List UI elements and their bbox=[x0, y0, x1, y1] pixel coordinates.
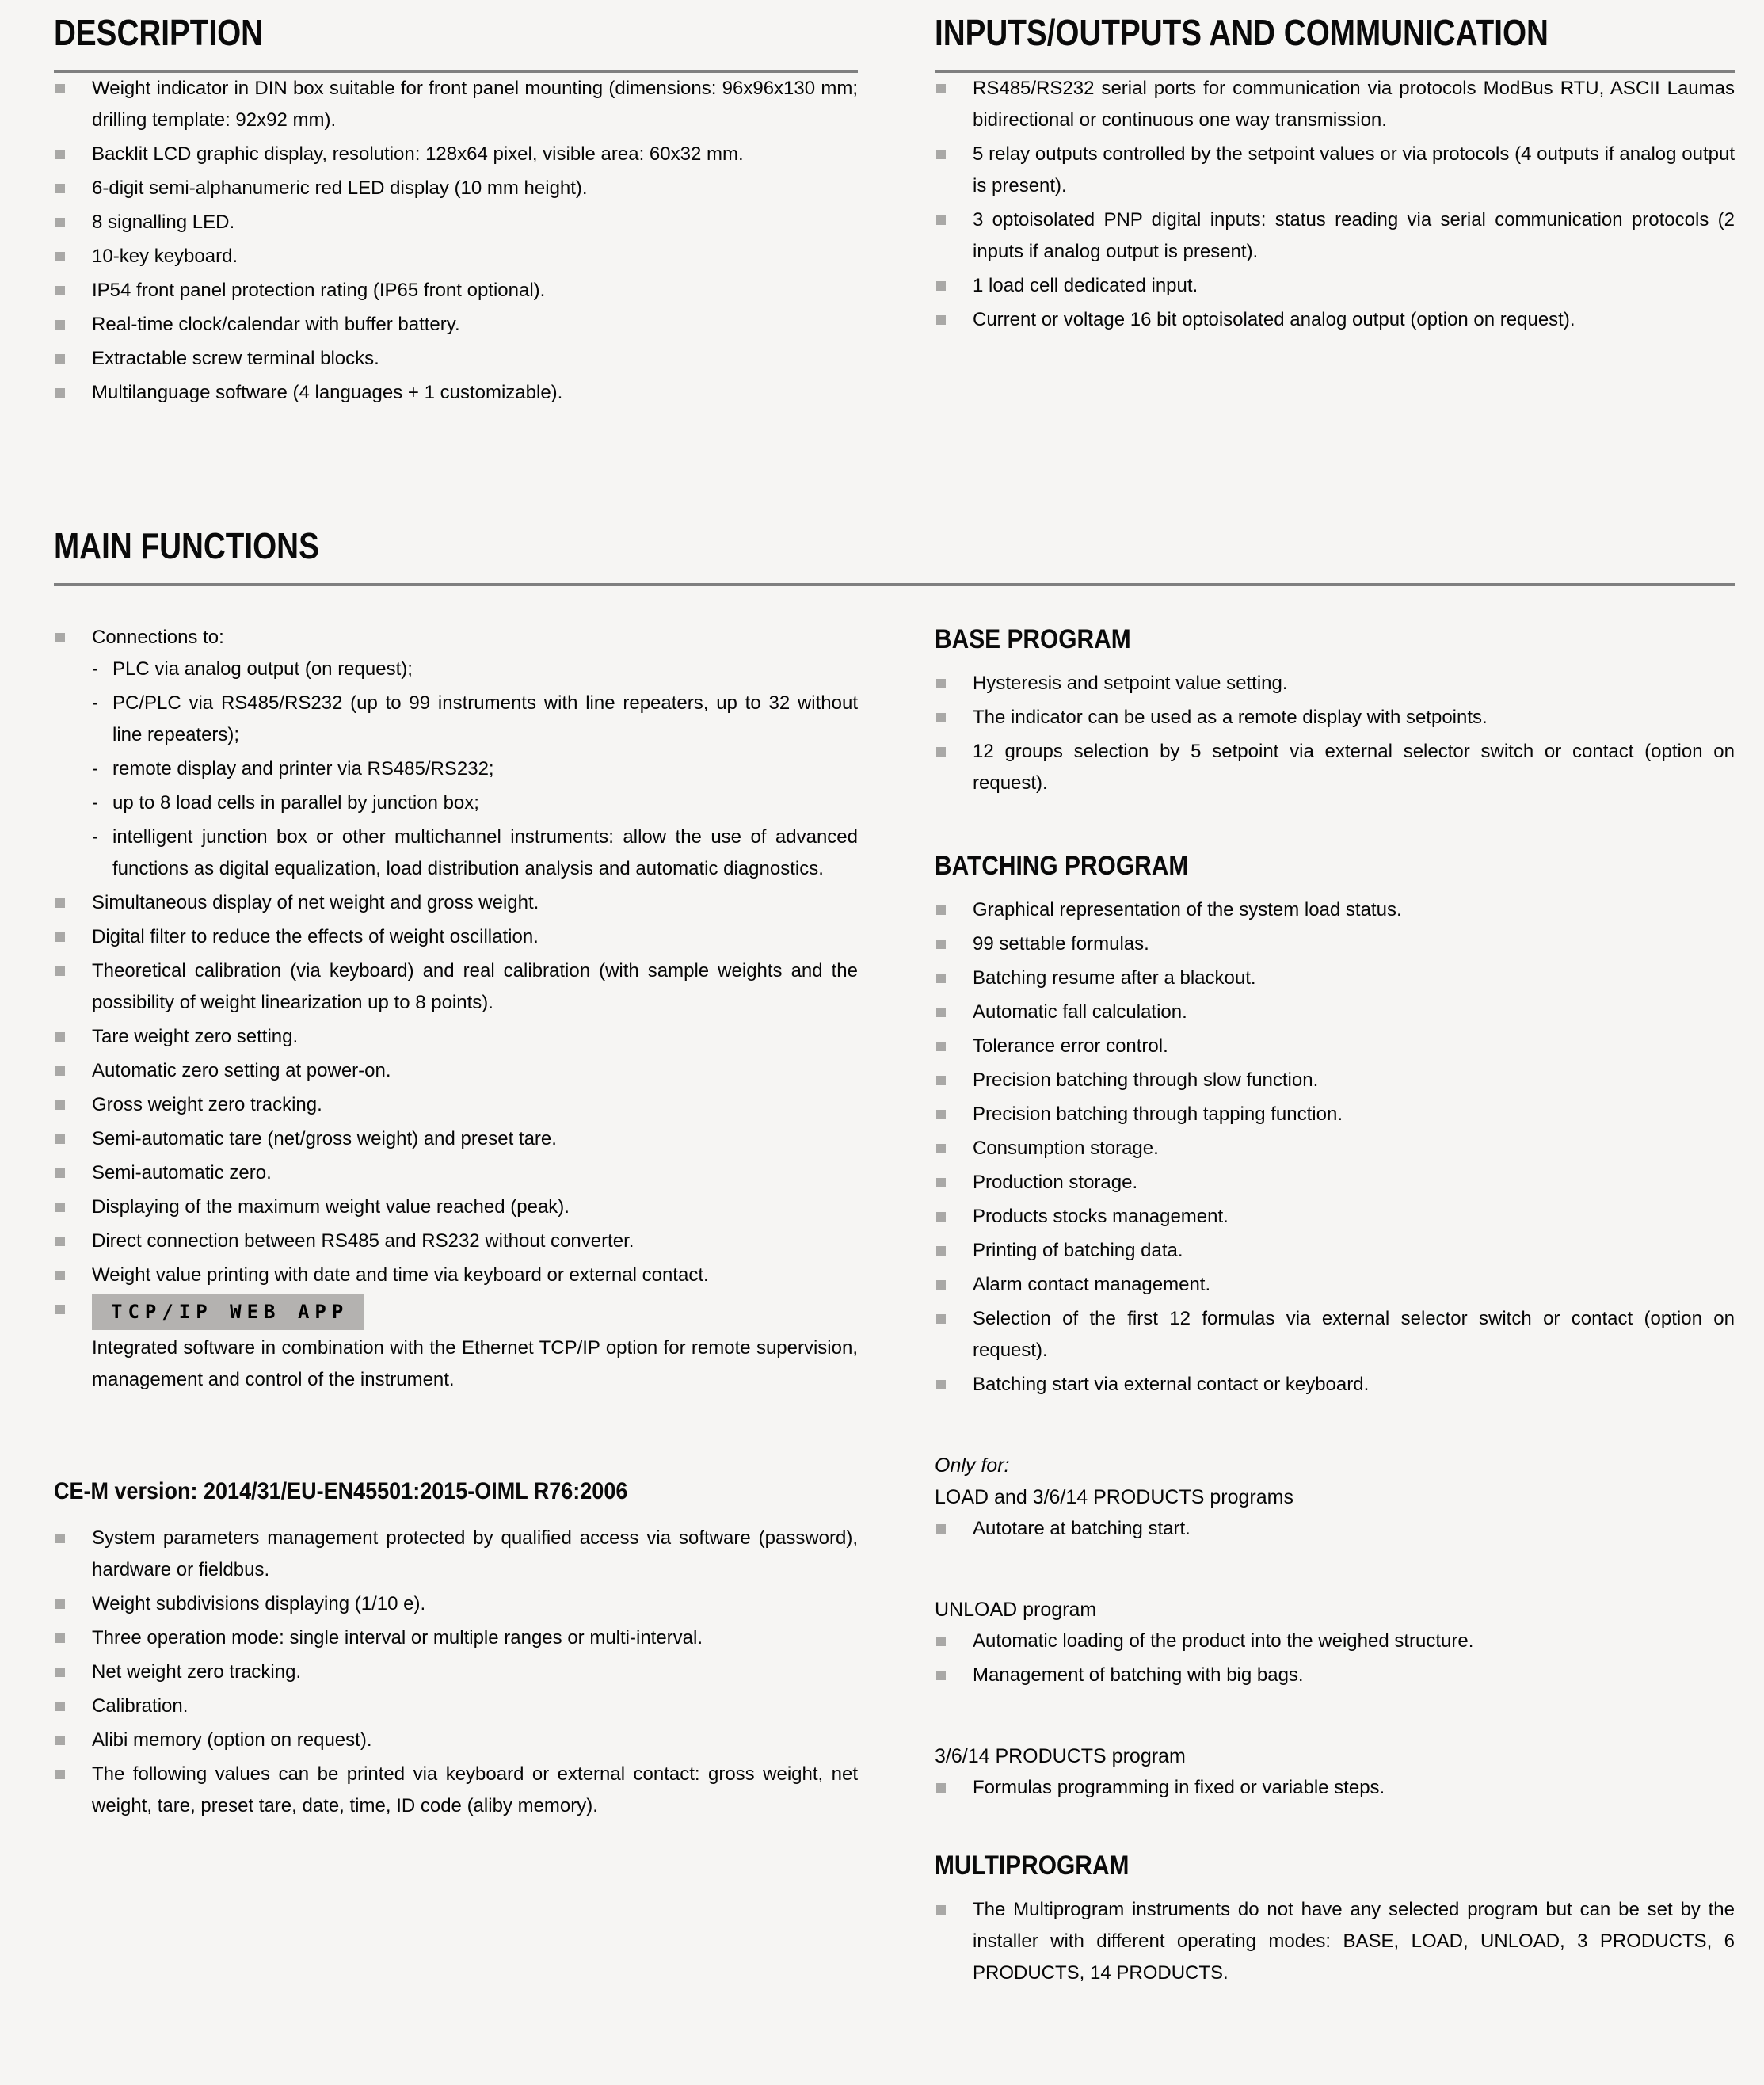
list-item-text: Printing of batching data. bbox=[973, 1240, 1183, 1261]
bullet-icon bbox=[936, 905, 946, 915]
list-item bbox=[935, 1167, 1735, 1199]
list-item bbox=[54, 1523, 858, 1586]
list-item bbox=[935, 668, 1735, 699]
io-list bbox=[935, 73, 1735, 336]
bullet-icon bbox=[55, 1237, 65, 1246]
list-item bbox=[935, 736, 1735, 799]
list-item bbox=[935, 1772, 1735, 1804]
list-item-text: System parameters management protected by qualified access via software (password), hardware or fieldbus. bbox=[92, 1527, 858, 1580]
list-item-text: Products stocks management. bbox=[973, 1206, 1229, 1227]
bullet-icon bbox=[936, 281, 946, 291]
list-item-text: Theoretical calibration (via keyboard) and real calibration (with sample weights and the possibility of weight linearization up to 8 points). bbox=[92, 960, 858, 1013]
bullet-icon bbox=[936, 1178, 946, 1187]
unload-program-heading: UNLOAD program bbox=[935, 1599, 1097, 1621]
list-item bbox=[935, 1031, 1735, 1062]
bullet-icon bbox=[936, 315, 946, 325]
list-item-text: Extractable screw terminal blocks. bbox=[92, 348, 379, 369]
dash-icon: - bbox=[92, 826, 98, 848]
bullet-icon bbox=[55, 898, 65, 908]
bullet-icon bbox=[936, 1783, 946, 1793]
unload-program-list bbox=[935, 1626, 1735, 1691]
main-functions-right-column bbox=[935, 622, 1735, 1992]
sub-list-item-text: up to 8 load cells in parallel by junction box; bbox=[112, 792, 479, 814]
description-heading bbox=[54, 13, 858, 52]
bullet-icon bbox=[936, 1076, 946, 1085]
list-item-text: Automatic loading of the product into the weighed structure. bbox=[973, 1630, 1474, 1652]
list-item-text: Digital filter to reduce the effects of weight oscillation. bbox=[92, 926, 539, 947]
list-item-text: 99 settable formulas. bbox=[973, 933, 1149, 955]
list-item-text: Backlit LCD graphic display, resolution: 128x64 pixel, visible area: 60x32 mm. bbox=[92, 143, 744, 165]
list-item-text: Graphical representation of the system load status. bbox=[973, 899, 1402, 921]
list-item bbox=[935, 1894, 1735, 1989]
list-item bbox=[935, 928, 1735, 960]
bullet-icon bbox=[55, 1599, 65, 1609]
sub-list-item bbox=[92, 753, 858, 785]
list-item-text: 5 relay outputs controlled by the setpoint values or via protocols (4 outputs if analog output is present). bbox=[973, 143, 1735, 196]
list-item bbox=[54, 207, 858, 238]
bullet-icon bbox=[55, 388, 65, 398]
cem-heading bbox=[54, 1475, 858, 1508]
bullet-icon bbox=[936, 1110, 946, 1119]
bullet-icon bbox=[936, 1008, 946, 1017]
list-item bbox=[935, 894, 1735, 926]
list-item bbox=[54, 1191, 858, 1223]
base-program-section bbox=[935, 622, 1735, 799]
list-item-text: Automatic zero setting at power-on. bbox=[92, 1060, 391, 1081]
list-item-text: 8 signalling LED. bbox=[92, 212, 235, 233]
list-item-text: Alibi memory (option on request). bbox=[92, 1729, 372, 1751]
list-item-text: Tolerance error control. bbox=[973, 1035, 1168, 1057]
list-item bbox=[54, 1055, 858, 1087]
list-item-text: Formulas programming in fixed or variable steps. bbox=[973, 1777, 1385, 1798]
list-item-text: Simultaneous display of net weight and gross weight. bbox=[92, 892, 539, 913]
list-item-text: Batching resume after a blackout. bbox=[973, 967, 1256, 989]
bullet-icon bbox=[936, 1042, 946, 1051]
dash-icon: - bbox=[92, 692, 98, 714]
list-item bbox=[935, 997, 1735, 1028]
bullet-icon bbox=[936, 1905, 946, 1915]
list-item bbox=[54, 241, 858, 273]
bullet-icon bbox=[55, 218, 65, 227]
list-item-text: Three operation mode: single interval or multiple ranges or multi-interval. bbox=[92, 1627, 703, 1649]
list-item bbox=[935, 1133, 1735, 1164]
bullet-icon bbox=[936, 150, 946, 159]
list-item bbox=[54, 1622, 858, 1654]
list-item bbox=[54, 309, 858, 341]
multiprogram-section bbox=[935, 1848, 1735, 1989]
list-item bbox=[54, 1260, 858, 1291]
bullet-icon bbox=[936, 1314, 946, 1324]
bullet-icon bbox=[936, 1144, 946, 1153]
bullet-icon bbox=[55, 1168, 65, 1178]
bullet-icon bbox=[936, 974, 946, 983]
list-item-text: Consumption storage. bbox=[973, 1138, 1159, 1159]
sub-list-item-text: PC/PLC via RS485/RS232 (up to 99 instruments with line repeaters, up to 32 without line repeaters); bbox=[112, 692, 858, 745]
list-item bbox=[54, 73, 858, 136]
unload-program-section bbox=[935, 1594, 1735, 1691]
bullet-icon bbox=[936, 1246, 946, 1256]
list-item bbox=[935, 1660, 1735, 1691]
main-functions-columns bbox=[54, 622, 1735, 1992]
list-item-text: RS485/RS232 serial ports for communication via protocols ModBus RTU, ASCII Laumas bidirectional or continuous one way transmission. bbox=[973, 78, 1735, 131]
list-item-text: Tare weight zero setting. bbox=[92, 1026, 299, 1047]
list-item bbox=[935, 1099, 1735, 1130]
list-item-text: Precision batching through tapping function. bbox=[973, 1103, 1343, 1125]
dash-icon: - bbox=[92, 758, 98, 779]
list-item-text: The indicator can be used as a remote display with setpoints. bbox=[973, 707, 1488, 728]
sub-list-item-text: intelligent junction box or other multichannel instruments: allow the use of advanced functions as digital equalization, load distribution analysis and automatic diagnostics. bbox=[112, 826, 858, 879]
bullet-icon bbox=[55, 320, 65, 330]
list-item-text: Gross weight zero tracking. bbox=[92, 1094, 322, 1115]
list-item bbox=[935, 702, 1735, 734]
description-heading-text: DESCRIPTION bbox=[54, 12, 264, 53]
bullet-icon bbox=[936, 1212, 946, 1222]
list-item-text: Calibration. bbox=[92, 1695, 189, 1717]
bullet-icon bbox=[55, 1134, 65, 1144]
list-item bbox=[54, 275, 858, 307]
list-item bbox=[54, 139, 858, 170]
list-item-text: 1 load cell dedicated input. bbox=[973, 275, 1198, 296]
cem-section bbox=[54, 1475, 858, 1822]
list-item-text: Autotare at batching start. bbox=[973, 1518, 1191, 1539]
bullet-icon bbox=[55, 1736, 65, 1745]
sub-list-item bbox=[92, 787, 858, 819]
dash-icon: - bbox=[92, 792, 98, 814]
batching-program-list bbox=[935, 894, 1735, 1401]
bullet-icon bbox=[55, 252, 65, 261]
sub-list-item bbox=[92, 688, 858, 751]
list-item-text: Current or voltage 16 bit optoisolated analog output (option on request). bbox=[973, 309, 1575, 330]
main-functions-rule bbox=[54, 583, 1735, 586]
bullet-icon bbox=[936, 1524, 946, 1534]
main-functions-heading bbox=[54, 526, 1735, 566]
connections-label: Connections to: bbox=[92, 627, 224, 648]
only-for-list bbox=[935, 1513, 1735, 1545]
list-item bbox=[935, 1201, 1735, 1233]
list-item bbox=[935, 73, 1735, 136]
multiprogram-heading-text: MULTIPROGRAM bbox=[935, 1851, 1130, 1881]
list-item bbox=[935, 139, 1735, 202]
list-item bbox=[54, 1656, 858, 1688]
bullet-icon bbox=[936, 1637, 946, 1646]
list-item-text: The Multiprogram instruments do not have any selected program but can be set by the installer with different operating modes: BASE, LOAD, UNLOAD, 3 PRODUCTS, 6 PRODUCTS, 14 PRODUCTS. bbox=[973, 1899, 1735, 1984]
base-program-heading-text: BASE PROGRAM bbox=[935, 624, 1131, 654]
bullet-icon bbox=[55, 1534, 65, 1543]
multiprogram-heading bbox=[935, 1848, 1735, 1883]
bullet-icon bbox=[55, 150, 65, 159]
base-program-heading bbox=[935, 622, 1735, 657]
main-functions-left-column bbox=[54, 622, 858, 1992]
list-item bbox=[935, 1235, 1735, 1267]
list-item-text: Hysteresis and setpoint value setting. bbox=[973, 673, 1288, 694]
base-program-list bbox=[935, 668, 1735, 799]
list-item-text: Selection of the first 12 formulas via external selector switch or contact (option on request). bbox=[973, 1308, 1735, 1361]
description-list bbox=[54, 73, 858, 409]
list-item bbox=[935, 1513, 1735, 1545]
bullet-icon bbox=[55, 1702, 65, 1711]
list-item-text: Real-time clock/calendar with buffer battery. bbox=[92, 314, 460, 335]
only-for-label: Only for: bbox=[935, 1454, 1010, 1477]
tcp-web-app-badge: TCP/IP WEB APP bbox=[92, 1294, 364, 1330]
bullet-icon bbox=[936, 679, 946, 688]
dash-icon: - bbox=[92, 658, 98, 680]
bullet-icon bbox=[55, 1770, 65, 1779]
list-item-text: Multilanguage software (4 languages + 1 customizable). bbox=[92, 382, 563, 403]
description-section bbox=[54, 13, 858, 411]
list-item bbox=[54, 1089, 858, 1121]
list-item-text: 3 optoisolated PNP digital inputs: status reading via serial communication protocols (2 inputs if analog output is present). bbox=[973, 209, 1735, 262]
only-for-programs: LOAD and 3/6/14 PRODUCTS programs bbox=[935, 1486, 1293, 1508]
products-program-heading: 3/6/14 PRODUCTS program bbox=[935, 1745, 1186, 1767]
tcp-web-app-description: Integrated software in combination with the Ethernet TCP/IP option for remote supervision, management and control of the instrument. bbox=[92, 1337, 858, 1390]
list-item-text: 6-digit semi-alphanumeric red LED display (10 mm height). bbox=[92, 177, 588, 199]
batching-program-heading-text: BATCHING PROGRAM bbox=[935, 851, 1189, 881]
bullet-icon bbox=[936, 940, 946, 949]
main-functions-heading-text: MAIN FUNCTIONS bbox=[54, 525, 319, 566]
list-item bbox=[54, 887, 858, 919]
bullet-icon bbox=[55, 286, 65, 295]
tcp-web-app-item bbox=[54, 1294, 858, 1330]
main-functions-section bbox=[54, 526, 1735, 1992]
bullet-icon bbox=[55, 354, 65, 364]
list-item bbox=[935, 204, 1735, 268]
sub-list-item bbox=[92, 821, 858, 885]
list-item-text: Semi-automatic zero. bbox=[92, 1162, 272, 1184]
io-section bbox=[935, 13, 1735, 411]
list-item-text: Batching start via external contact or keyboard. bbox=[973, 1374, 1370, 1395]
sub-list-item-text: remote display and printer via RS485/RS232; bbox=[112, 758, 494, 779]
list-item bbox=[54, 1690, 858, 1722]
list-item bbox=[54, 1725, 858, 1756]
list-item-text: Production storage. bbox=[973, 1172, 1138, 1193]
bullet-icon bbox=[55, 966, 65, 976]
list-item-text: Net weight zero tracking. bbox=[92, 1661, 302, 1683]
list-item-text: Alarm contact management. bbox=[973, 1274, 1211, 1295]
list-item bbox=[54, 921, 858, 953]
bullet-icon bbox=[55, 1305, 65, 1314]
list-item-text: 12 groups selection by 5 setpoint via external selector switch or contact (option on request). bbox=[973, 741, 1735, 794]
list-item bbox=[54, 955, 858, 1019]
bullet-icon bbox=[55, 1066, 65, 1076]
list-item bbox=[54, 343, 858, 375]
products-program-list bbox=[935, 1772, 1735, 1804]
bullet-icon bbox=[936, 1671, 946, 1680]
sub-list-item bbox=[92, 654, 858, 685]
list-item bbox=[54, 377, 858, 409]
list-item bbox=[935, 1626, 1735, 1657]
bullet-icon bbox=[55, 184, 65, 193]
bullet-icon bbox=[936, 713, 946, 722]
bullet-icon bbox=[55, 633, 65, 642]
bullet-icon bbox=[55, 1633, 65, 1643]
list-item-text: Displaying of the maximum weight value reached (peak). bbox=[92, 1196, 570, 1218]
bullet-icon bbox=[55, 1668, 65, 1677]
list-item bbox=[54, 1021, 858, 1053]
list-item bbox=[54, 1123, 858, 1155]
products-program-section bbox=[935, 1740, 1735, 1804]
bullet-icon bbox=[936, 215, 946, 225]
list-item bbox=[935, 304, 1735, 336]
io-heading bbox=[935, 13, 1735, 52]
list-item-text: Precision batching through slow function. bbox=[973, 1069, 1319, 1091]
list-item-text: 10-key keyboard. bbox=[92, 246, 238, 267]
bullet-icon bbox=[936, 1380, 946, 1389]
list-item bbox=[54, 173, 858, 204]
bullet-icon bbox=[936, 84, 946, 93]
only-for-section bbox=[935, 1450, 1735, 1545]
list-item bbox=[935, 962, 1735, 994]
batching-program-heading bbox=[935, 848, 1735, 883]
bullet-icon bbox=[55, 932, 65, 942]
cem-heading-text: CE-M version: 2014/31/EU-EN45501:2015-OIML R76:2006 bbox=[54, 1478, 628, 1504]
sub-list-item-text: PLC via analog output (on request); bbox=[112, 658, 413, 680]
list-item-text: The following values can be printed via keyboard or external contact: gross weight, net weight, tare, preset tare, date, time, ID code (aliby memory). bbox=[92, 1763, 858, 1816]
batching-program-section bbox=[935, 848, 1735, 1401]
bullet-icon bbox=[55, 84, 65, 93]
list-item-text: IP54 front panel protection rating (IP65 front optional). bbox=[92, 280, 546, 301]
list-item bbox=[54, 1225, 858, 1257]
list-item bbox=[935, 1065, 1735, 1096]
bullet-icon bbox=[55, 1100, 65, 1110]
list-item-text: Automatic fall calculation. bbox=[973, 1001, 1187, 1023]
bullet-icon bbox=[936, 747, 946, 757]
list-item-text: Management of batching with big bags. bbox=[973, 1664, 1304, 1686]
list-item bbox=[935, 1303, 1735, 1366]
list-item-text: Semi-automatic tare (net/gross weight) and preset tare. bbox=[92, 1128, 557, 1149]
bullet-icon bbox=[936, 1280, 946, 1290]
cem-list bbox=[54, 1523, 858, 1822]
list-item bbox=[935, 1369, 1735, 1401]
bullet-icon bbox=[55, 1203, 65, 1212]
list-item bbox=[54, 622, 858, 885]
main-functions-list bbox=[54, 622, 858, 1330]
top-section bbox=[54, 13, 1735, 411]
list-item-text: Weight indicator in DIN box suitable for front panel mounting (dimensions: 96x96x130 mm; drilling template: 92x92 mm). bbox=[92, 78, 858, 131]
list-item bbox=[935, 1269, 1735, 1301]
multiprogram-list bbox=[935, 1894, 1735, 1989]
list-item-text: Direct connection between RS485 and RS232 without converter. bbox=[92, 1230, 634, 1252]
list-item bbox=[935, 270, 1735, 302]
list-item bbox=[54, 1588, 858, 1620]
list-item-text: Weight value printing with date and time via keyboard or external contact. bbox=[92, 1264, 709, 1286]
bullet-icon bbox=[55, 1271, 65, 1280]
connections-sublist bbox=[92, 654, 858, 885]
list-item bbox=[54, 1759, 858, 1822]
io-heading-text: INPUTS/OUTPUTS AND COMMUNICATION bbox=[935, 12, 1549, 53]
list-item bbox=[54, 1157, 858, 1189]
list-item-text: Weight subdivisions displaying (1/10 e). bbox=[92, 1593, 426, 1614]
bullet-icon bbox=[55, 1032, 65, 1042]
